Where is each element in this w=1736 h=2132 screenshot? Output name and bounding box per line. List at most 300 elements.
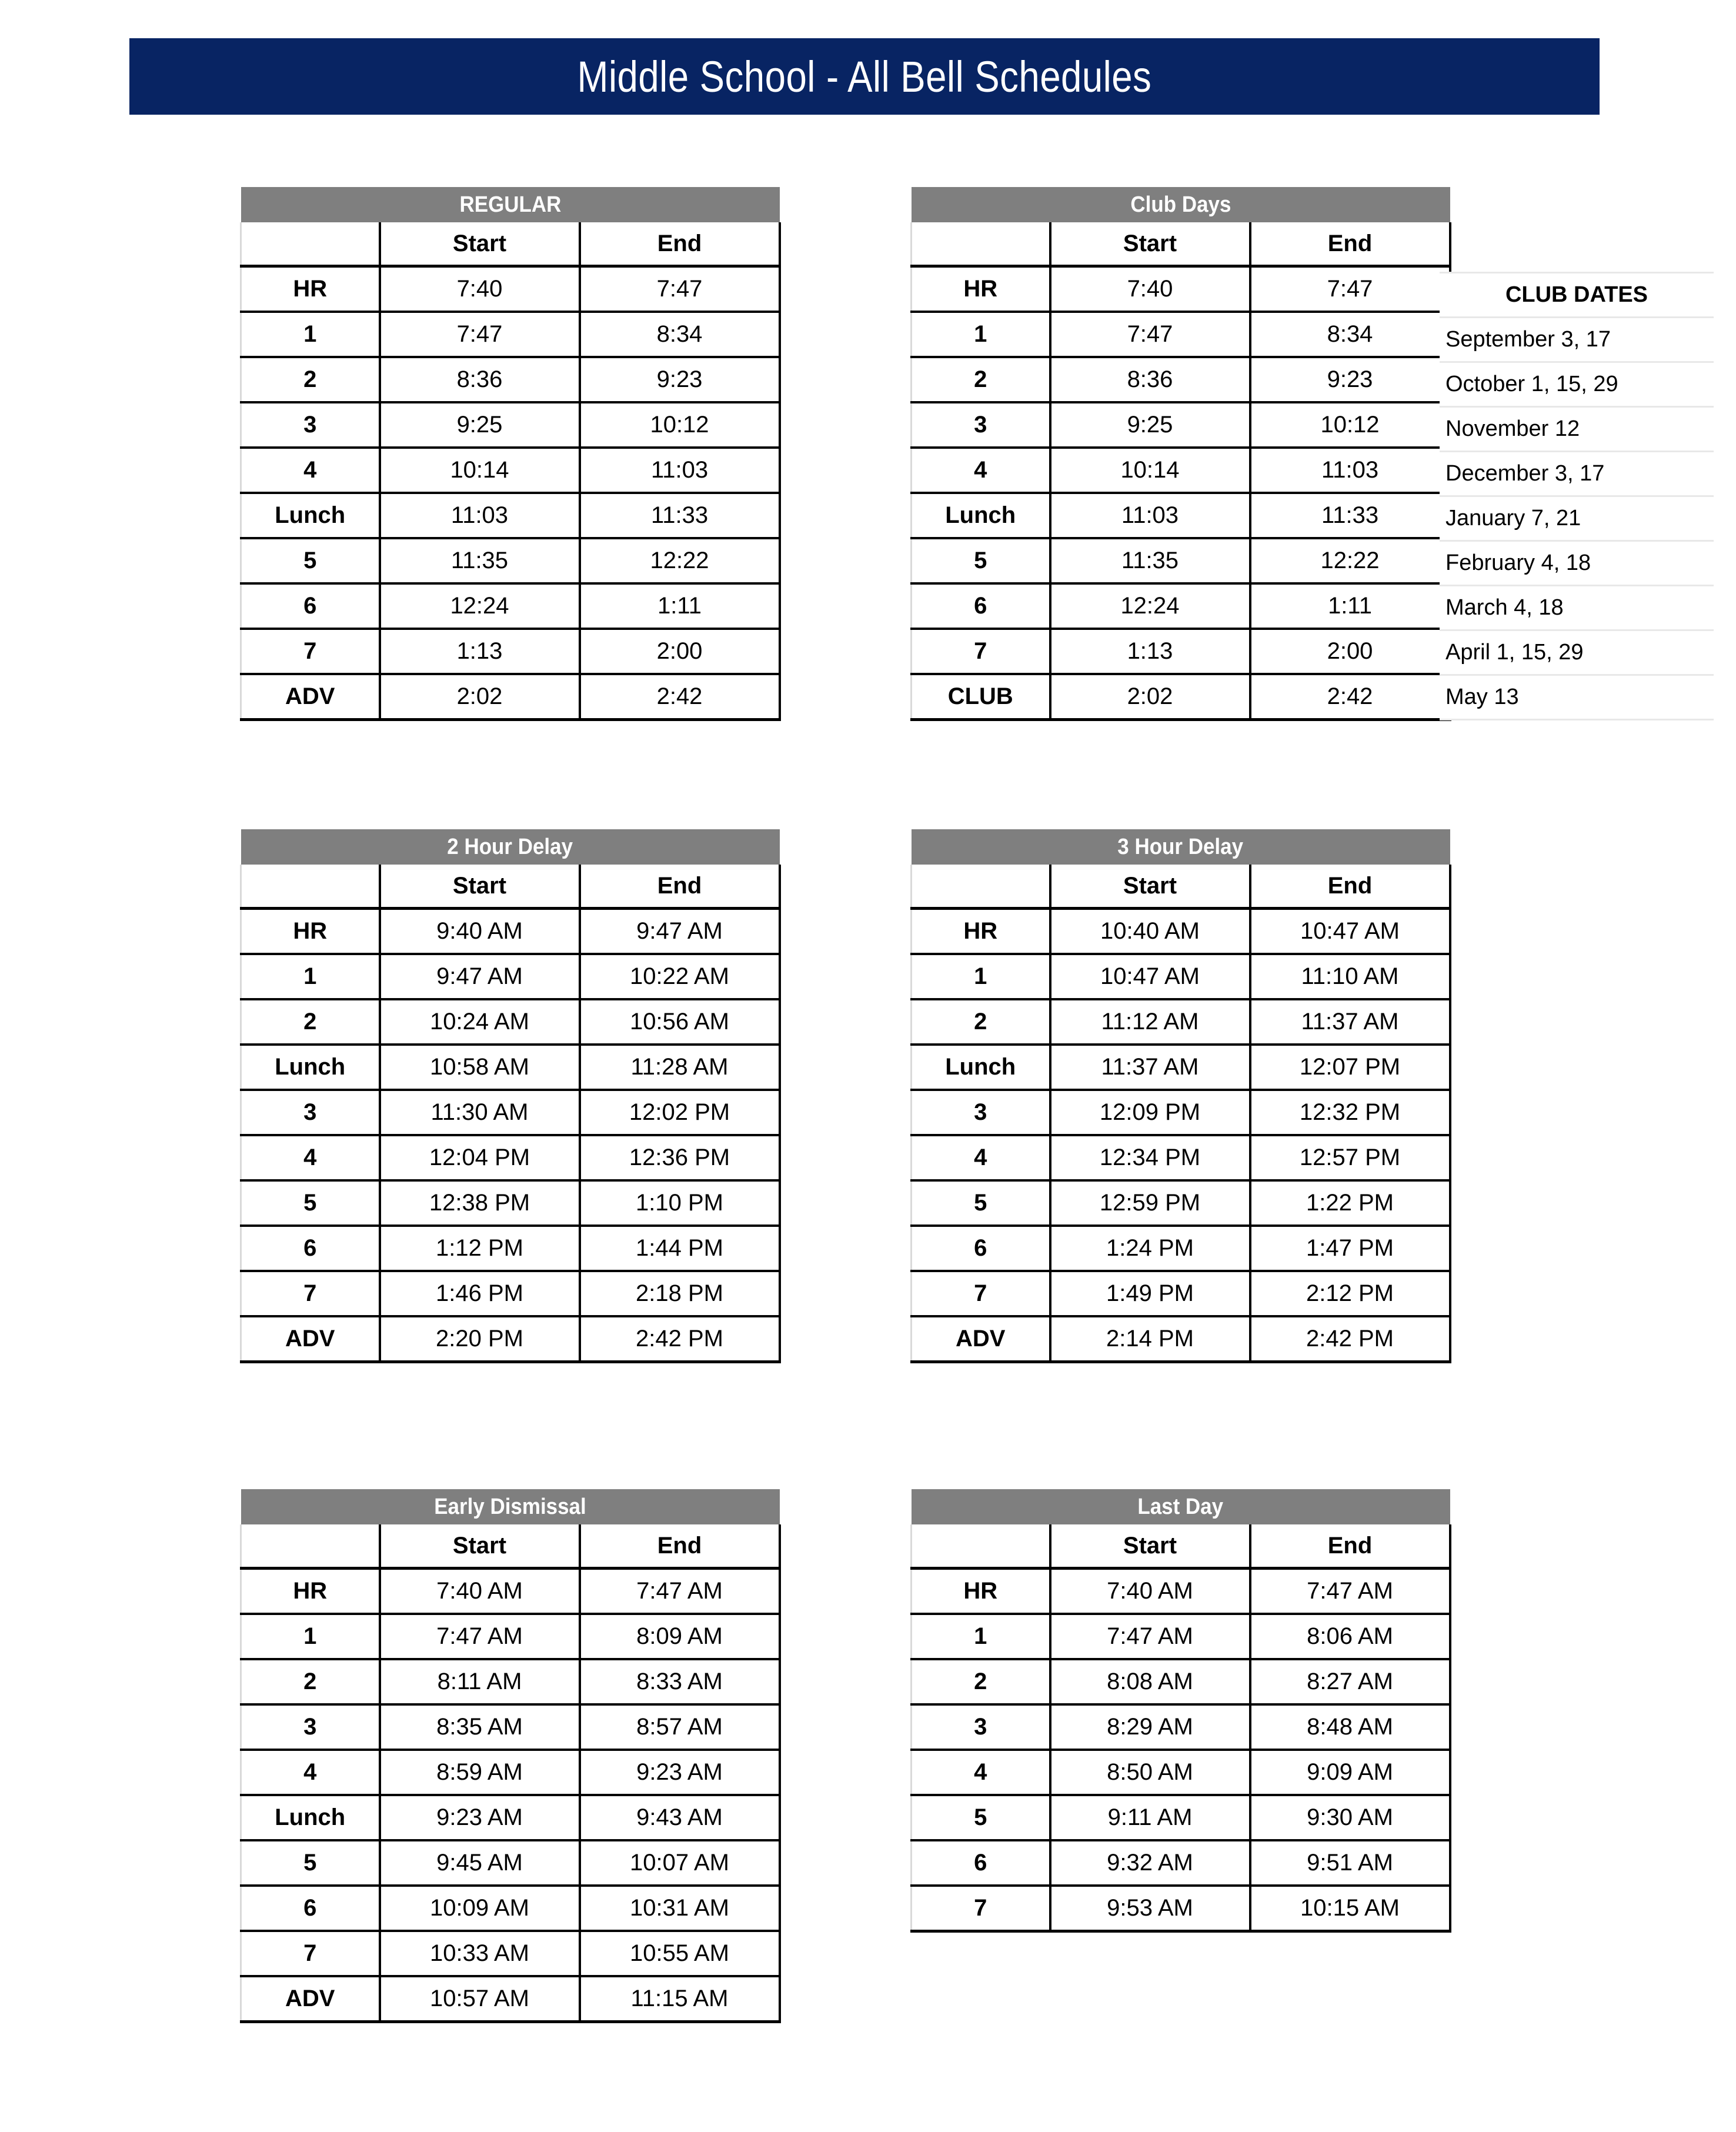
period-label: 6 (241, 1886, 380, 1931)
schedule-title-row (241, 1489, 780, 1524)
table-row (912, 1271, 1450, 1316)
club-date-value: September 3, 17 (1440, 318, 1714, 362)
club-dates-header: CLUB DATES (1440, 273, 1714, 318)
period-label: ADV (241, 1316, 380, 1362)
period-label: ADV (241, 1976, 380, 2022)
schedule-title-row (912, 187, 1450, 222)
period-start-time: 1:13 (380, 629, 580, 674)
period-label: 5 (241, 538, 380, 583)
period-label: 3 (241, 1704, 380, 1750)
period-label: 7 (912, 629, 1050, 674)
column-header-end: End (580, 1524, 780, 1569)
period-end-time: 1:47 PM (1250, 1226, 1450, 1271)
period-start-time: 9:53 AM (1050, 1886, 1250, 1931)
table-row (241, 583, 780, 629)
table-row (912, 1795, 1450, 1840)
period-label: HR (912, 266, 1050, 312)
period-end-time: 12:22 (580, 538, 780, 583)
period-label: 6 (912, 1840, 1050, 1886)
schedule-column-header-row (241, 1524, 780, 1569)
period-end-time: 11:15 AM (580, 1976, 780, 2022)
table-row (241, 402, 780, 448)
period-label: 7 (241, 1271, 380, 1316)
period-end-time: 10:15 AM (1250, 1886, 1450, 1931)
period-start-time: 8:36 (1050, 357, 1250, 402)
period-start-time: 9:45 AM (380, 1840, 580, 1886)
period-start-time: 8:59 AM (380, 1750, 580, 1795)
table-row (912, 1614, 1450, 1659)
table-row (912, 1135, 1450, 1180)
period-end-time: 1:44 PM (580, 1226, 780, 1271)
period-start-time: 8:29 AM (1050, 1704, 1250, 1750)
period-start-time: 9:32 AM (1050, 1840, 1250, 1886)
period-start-time: 10:47 AM (1050, 954, 1250, 999)
period-end-time: 2:00 (580, 629, 780, 674)
table-row (241, 1045, 780, 1090)
period-end-time: 8:57 AM (580, 1704, 780, 1750)
period-start-time: 2:20 PM (380, 1316, 580, 1362)
period-start-time: 11:30 AM (380, 1090, 580, 1135)
period-end-time: 12:22 (1250, 538, 1450, 583)
period-start-time: 12:04 PM (380, 1135, 580, 1180)
period-end-time: 10:12 (1250, 402, 1450, 448)
club-date-value: March 4, 18 (1440, 586, 1714, 630)
table-row (241, 1271, 780, 1316)
schedule-column-header-row (241, 222, 780, 266)
schedule-title-row (912, 829, 1450, 865)
period-start-time: 7:40 AM (380, 1569, 580, 1614)
period-label: HR (241, 1569, 380, 1614)
club-date-row (1440, 541, 1714, 586)
period-end-time: 8:48 AM (1250, 1704, 1450, 1750)
period-start-time: 11:35 (380, 538, 580, 583)
period-end-time: 9:47 AM (580, 909, 780, 955)
period-label: 2 (912, 357, 1050, 402)
period-end-time: 9:23 (580, 357, 780, 402)
table-row (912, 1045, 1450, 1090)
table-row (241, 1569, 780, 1614)
period-end-time: 1:22 PM (1250, 1180, 1450, 1226)
club-date-value: May 13 (1440, 675, 1714, 720)
table-row (912, 1659, 1450, 1704)
period-end-time: 2:42 PM (580, 1316, 780, 1362)
table-row (241, 1659, 780, 1704)
period-end-time: 2:12 PM (1250, 1271, 1450, 1316)
column-header-end: End (580, 865, 780, 909)
period-start-time: 1:13 (1050, 629, 1250, 674)
period-start-time: 11:37 AM (1050, 1045, 1250, 1090)
period-label: 5 (241, 1840, 380, 1886)
period-end-time: 12:36 PM (580, 1135, 780, 1180)
period-start-time: 1:49 PM (1050, 1271, 1250, 1316)
period-end-time: 11:28 AM (580, 1045, 780, 1090)
period-end-time: 12:02 PM (580, 1090, 780, 1135)
period-label: ADV (912, 1316, 1050, 1362)
club-date-value: February 4, 18 (1440, 541, 1714, 586)
column-header-period (241, 865, 380, 909)
period-label: 4 (241, 1750, 380, 1795)
period-end-time: 8:34 (580, 312, 780, 357)
table-row (912, 1090, 1450, 1135)
page-banner (129, 38, 1600, 115)
period-start-time: 7:40 AM (1050, 1569, 1250, 1614)
schedule-block-last-day (910, 1489, 1451, 1933)
period-start-time: 10:14 (1050, 448, 1250, 493)
period-label: 6 (241, 1226, 380, 1271)
schedule-title-label: REGULAR (459, 192, 561, 217)
column-header-start: Start (380, 1524, 580, 1569)
period-start-time: 10:14 (380, 448, 580, 493)
period-label: HR (912, 1569, 1050, 1614)
period-end-time: 12:32 PM (1250, 1090, 1450, 1135)
table-row (912, 266, 1450, 312)
schedule-table-last-day (910, 1489, 1451, 1933)
table-row (912, 999, 1450, 1045)
period-label: 4 (241, 448, 380, 493)
table-row (912, 493, 1450, 538)
period-start-time: 7:40 (380, 266, 580, 312)
schedule-table-3-hour-delay (910, 829, 1451, 1363)
table-row (241, 1180, 780, 1226)
period-label: 3 (241, 1090, 380, 1135)
period-start-time: 8:35 AM (380, 1704, 580, 1750)
period-end-time: 7:47 AM (580, 1569, 780, 1614)
table-row (241, 1226, 780, 1271)
period-start-time: 2:14 PM (1050, 1316, 1250, 1362)
column-header-start: Start (1050, 222, 1250, 266)
table-row (912, 1704, 1450, 1750)
period-end-time: 12:07 PM (1250, 1045, 1450, 1090)
period-label: 3 (241, 402, 380, 448)
period-label: Lunch (912, 493, 1050, 538)
period-label: HR (241, 909, 380, 955)
table-row (912, 674, 1450, 720)
table-row (241, 1840, 780, 1886)
table-row (912, 538, 1450, 583)
period-label: 2 (912, 1659, 1050, 1704)
club-dates-table (1440, 272, 1714, 720)
table-row (241, 357, 780, 402)
column-header-period (912, 1524, 1050, 1569)
period-label: 2 (912, 999, 1050, 1045)
table-row (241, 1704, 780, 1750)
period-label: 6 (912, 583, 1050, 629)
period-label: 3 (912, 1704, 1050, 1750)
period-label: 4 (241, 1135, 380, 1180)
period-end-time: 7:47 AM (1250, 1569, 1450, 1614)
club-date-row (1440, 496, 1714, 541)
schedule-title-regular (241, 187, 780, 222)
period-end-time: 9:23 AM (580, 1750, 780, 1795)
period-end-time: 10:47 AM (1250, 909, 1450, 955)
period-end-time: 1:10 PM (580, 1180, 780, 1226)
table-row (912, 1569, 1450, 1614)
period-end-time: 10:07 AM (580, 1840, 780, 1886)
period-start-time: 12:09 PM (1050, 1090, 1250, 1135)
period-label: Lunch (241, 493, 380, 538)
period-label: ADV (241, 674, 380, 720)
table-row (241, 448, 780, 493)
club-date-value: November 12 (1440, 407, 1714, 452)
period-end-time: 1:11 (1250, 583, 1450, 629)
period-start-time: 7:47 AM (1050, 1614, 1250, 1659)
schedule-column-header-row (912, 865, 1450, 909)
schedule-column-header-row (912, 1524, 1450, 1569)
schedule-title-2-hour-delay (241, 829, 780, 865)
period-label: 6 (241, 583, 380, 629)
period-start-time: 10:33 AM (380, 1931, 580, 1976)
club-date-value: December 3, 17 (1440, 452, 1714, 496)
schedule-title-label: 3 Hour Delay (1117, 834, 1244, 859)
club-date-row (1440, 362, 1714, 407)
period-end-time: 11:37 AM (1250, 999, 1450, 1045)
table-row (241, 1614, 780, 1659)
schedule-block-2-hour-delay (240, 829, 781, 1363)
period-label: 4 (912, 1135, 1050, 1180)
period-start-time: 10:24 AM (380, 999, 580, 1045)
table-row (241, 266, 780, 312)
period-start-time: 8:11 AM (380, 1659, 580, 1704)
column-header-period (912, 222, 1050, 266)
period-label: 4 (912, 448, 1050, 493)
table-row (241, 1090, 780, 1135)
schedule-title-3-hour-delay (912, 829, 1450, 865)
period-start-time: 10:58 AM (380, 1045, 580, 1090)
schedule-block-early-dismissal (240, 1489, 781, 2023)
period-label: 7 (241, 1931, 380, 1976)
period-label: 5 (241, 1180, 380, 1226)
period-start-time: 9:40 AM (380, 909, 580, 955)
column-header-period (912, 865, 1050, 909)
club-date-value: October 1, 15, 29 (1440, 362, 1714, 407)
period-label: 1 (241, 1614, 380, 1659)
period-label: 4 (912, 1750, 1050, 1795)
period-end-time: 2:42 (1250, 674, 1450, 720)
period-end-time: 1:11 (580, 583, 780, 629)
club-date-value: April 1, 15, 29 (1440, 630, 1714, 675)
period-end-time: 9:23 (1250, 357, 1450, 402)
period-end-time: 8:06 AM (1250, 1614, 1450, 1659)
period-start-time: 2:02 (1050, 674, 1250, 720)
period-start-time: 8:36 (380, 357, 580, 402)
period-start-time: 11:35 (1050, 538, 1250, 583)
column-header-start: Start (380, 865, 580, 909)
period-end-time: 8:33 AM (580, 1659, 780, 1704)
column-header-end: End (580, 222, 780, 266)
period-label: Lunch (241, 1795, 380, 1840)
period-label: 1 (912, 954, 1050, 999)
column-header-end: End (1250, 222, 1450, 266)
schedule-table-regular (240, 187, 781, 721)
club-dates-body (1440, 318, 1714, 720)
period-end-time: 9:43 AM (580, 1795, 780, 1840)
period-label: 1 (241, 312, 380, 357)
table-row (912, 1316, 1450, 1362)
period-start-time: 12:38 PM (380, 1180, 580, 1226)
period-label: 2 (241, 999, 380, 1045)
period-end-time: 12:57 PM (1250, 1135, 1450, 1180)
schedule-title-row (912, 1489, 1450, 1524)
period-end-time: 11:10 AM (1250, 954, 1450, 999)
table-row (241, 312, 780, 357)
column-header-start: Start (1050, 865, 1250, 909)
period-label: 5 (912, 1180, 1050, 1226)
table-row (241, 909, 780, 955)
period-label: 1 (912, 1614, 1050, 1659)
table-row (912, 1750, 1450, 1795)
schedule-table-club-days (910, 187, 1451, 721)
table-row (241, 493, 780, 538)
period-start-time: 11:03 (1050, 493, 1250, 538)
column-header-start: Start (1050, 1524, 1250, 1569)
period-start-time: 12:24 (380, 583, 580, 629)
period-label: 7 (241, 629, 380, 674)
table-row (912, 909, 1450, 955)
period-label: 1 (241, 954, 380, 999)
table-row (912, 583, 1450, 629)
period-end-time: 9:30 AM (1250, 1795, 1450, 1840)
period-start-time: 12:34 PM (1050, 1135, 1250, 1180)
table-row (912, 402, 1450, 448)
period-end-time: 7:47 (1250, 266, 1450, 312)
period-end-time: 8:34 (1250, 312, 1450, 357)
period-label: 3 (912, 402, 1050, 448)
period-label: 2 (241, 1659, 380, 1704)
period-start-time: 7:40 (1050, 266, 1250, 312)
period-end-time: 10:22 AM (580, 954, 780, 999)
period-end-time: 11:03 (580, 448, 780, 493)
period-start-time: 7:47 (380, 312, 580, 357)
page-title: Middle School - All Bell Schedules (577, 52, 1152, 101)
period-start-time: 10:57 AM (380, 1976, 580, 2022)
period-start-time: 10:09 AM (380, 1886, 580, 1931)
period-end-time: 9:51 AM (1250, 1840, 1450, 1886)
period-label: 1 (912, 312, 1050, 357)
period-label: 6 (912, 1226, 1050, 1271)
table-row (241, 1316, 780, 1362)
period-label: 7 (912, 1886, 1050, 1931)
period-start-time: 12:24 (1050, 583, 1250, 629)
table-row (241, 1795, 780, 1840)
schedule-title-label: 2 Hour Delay (447, 834, 573, 859)
period-start-time: 10:40 AM (1050, 909, 1250, 955)
table-row (912, 357, 1450, 402)
club-date-row (1440, 407, 1714, 452)
period-label: HR (241, 266, 380, 312)
period-start-time: 9:47 AM (380, 954, 580, 999)
period-start-time: 9:11 AM (1050, 1795, 1250, 1840)
schedule-block-3-hour-delay (910, 829, 1451, 1363)
table-row (912, 629, 1450, 674)
period-end-time: 11:33 (1250, 493, 1450, 538)
period-start-time: 9:25 (1050, 402, 1250, 448)
club-date-row (1440, 318, 1714, 362)
period-label: 5 (912, 1795, 1050, 1840)
schedule-title-early-dismissal (241, 1489, 780, 1524)
period-start-time: 11:12 AM (1050, 999, 1250, 1045)
table-row (241, 1976, 780, 2022)
column-header-end: End (1250, 865, 1450, 909)
period-end-time: 2:18 PM (580, 1271, 780, 1316)
table-row (912, 448, 1450, 493)
table-row (241, 999, 780, 1045)
table-row (912, 1840, 1450, 1886)
period-start-time: 1:24 PM (1050, 1226, 1250, 1271)
table-row (912, 954, 1450, 999)
period-end-time: 2:42 PM (1250, 1316, 1450, 1362)
schedule-column-header-row (912, 222, 1450, 266)
schedule-table-early-dismissal (240, 1489, 781, 2023)
period-start-time: 9:25 (380, 402, 580, 448)
period-start-time: 1:12 PM (380, 1226, 580, 1271)
period-end-time: 10:56 AM (580, 999, 780, 1045)
period-end-time: 7:47 (580, 266, 780, 312)
table-row (912, 1226, 1450, 1271)
table-row (912, 1180, 1450, 1226)
table-row (912, 1886, 1450, 1931)
club-date-row (1440, 675, 1714, 720)
period-end-time: 10:12 (580, 402, 780, 448)
period-label: 2 (241, 357, 380, 402)
table-row (241, 1135, 780, 1180)
club-dates-header-row (1440, 273, 1714, 318)
schedule-title-label: Last Day (1137, 1494, 1224, 1519)
period-end-time: 10:31 AM (580, 1886, 780, 1931)
schedule-table-2-hour-delay (240, 829, 781, 1363)
period-label: CLUB (912, 674, 1050, 720)
period-start-time: 11:03 (380, 493, 580, 538)
column-header-start: Start (380, 222, 580, 266)
period-label: 7 (912, 1271, 1050, 1316)
period-end-time: 8:09 AM (580, 1614, 780, 1659)
table-row (241, 629, 780, 674)
column-header-end: End (1250, 1524, 1450, 1569)
club-date-value: January 7, 21 (1440, 496, 1714, 541)
period-start-time: 7:47 (1050, 312, 1250, 357)
period-end-time: 9:09 AM (1250, 1750, 1450, 1795)
period-label: HR (912, 909, 1050, 955)
period-label: 3 (912, 1090, 1050, 1135)
column-header-period (241, 222, 380, 266)
club-date-row (1440, 452, 1714, 496)
period-end-time: 8:27 AM (1250, 1659, 1450, 1704)
schedule-title-club-days (912, 187, 1450, 222)
table-row (241, 538, 780, 583)
table-row (241, 1750, 780, 1795)
club-date-row (1440, 586, 1714, 630)
club-date-row (1440, 630, 1714, 675)
period-end-time: 2:00 (1250, 629, 1450, 674)
period-start-time: 2:02 (380, 674, 580, 720)
period-end-time: 2:42 (580, 674, 780, 720)
table-row (912, 312, 1450, 357)
period-start-time: 8:08 AM (1050, 1659, 1250, 1704)
table-row (241, 1886, 780, 1931)
period-end-time: 10:55 AM (580, 1931, 780, 1976)
schedule-title-label: Club Days (1130, 192, 1231, 217)
schedule-block-club-days (910, 187, 1451, 721)
period-start-time: 9:23 AM (380, 1795, 580, 1840)
table-row (241, 1931, 780, 1976)
period-end-time: 11:33 (580, 493, 780, 538)
period-start-time: 8:50 AM (1050, 1750, 1250, 1795)
schedule-title-row (241, 187, 780, 222)
period-start-time: 12:59 PM (1050, 1180, 1250, 1226)
period-start-time: 7:47 AM (380, 1614, 580, 1659)
schedule-title-last-day (912, 1489, 1450, 1524)
period-label: Lunch (241, 1045, 380, 1090)
schedule-title-row (241, 829, 780, 865)
